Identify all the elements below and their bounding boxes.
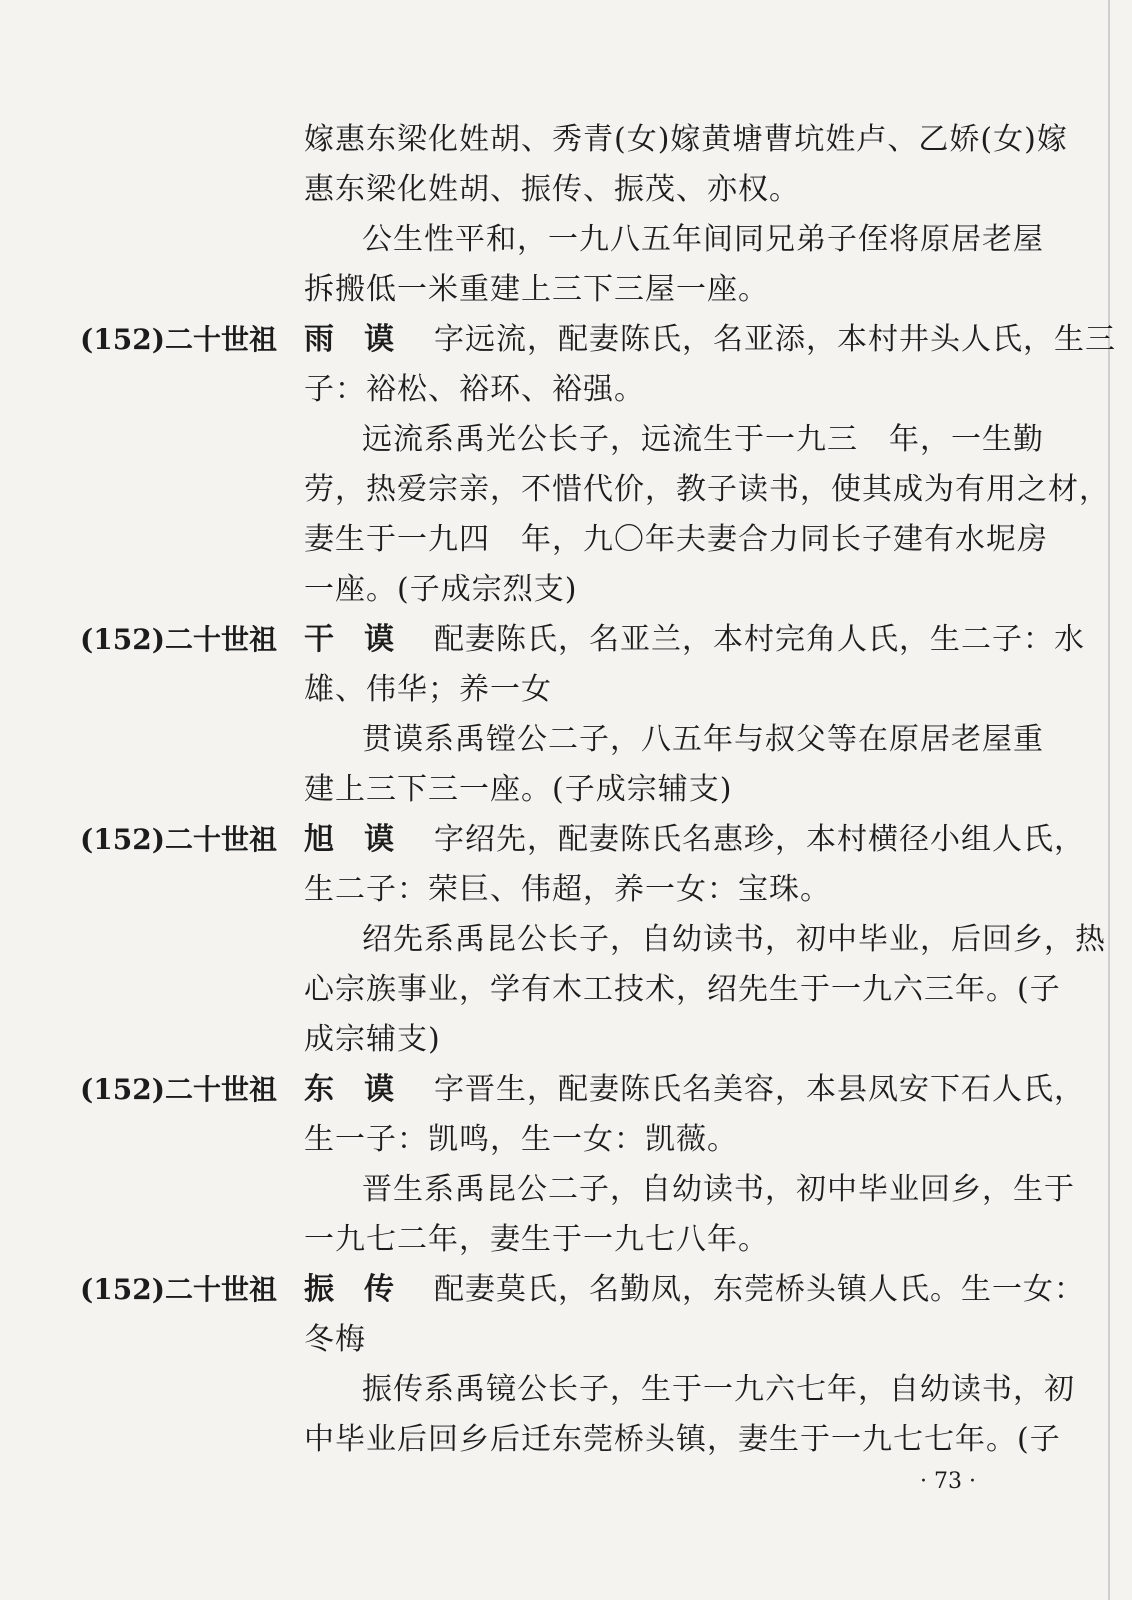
text-line: 晋生系禹昆公二子，自幼读书，初中毕业回乡，生于 <box>362 1172 1075 1207</box>
generation-label: (152)二十世祖 <box>80 323 277 356</box>
ancestor-name: 干谟 <box>304 622 424 657</box>
generation-label: (152)二十世祖 <box>80 1273 277 1306</box>
ancestor-name: 振传 <box>304 1272 424 1307</box>
ancestor-name: 东谟 <box>304 1072 424 1107</box>
entry-text: 字晋生，配妻陈氏名美容，本县凤安下石人氏， <box>434 1072 1085 1107</box>
ancestor-name: 旭谟 <box>304 822 424 857</box>
entry-text: 配妻莫氏，名勤凤，东莞桥头镇人氏。生一女： <box>434 1272 1085 1307</box>
text-line: 子：裕松、裕环、裕强。 <box>304 372 645 407</box>
entry-text: 字远流，配妻陈氏，名亚添，本村井头人氏，生三 <box>434 322 1116 357</box>
entry-text: 配妻陈氏，名亚兰，本村完角人氏，生二子：水 <box>434 622 1085 657</box>
entry-first-line <box>304 1072 1085 1108</box>
text-line: 成宗辅支) <box>304 1022 441 1057</box>
generation-label: (152)二十世祖 <box>80 823 277 856</box>
page-number: · 73 · <box>920 1469 976 1494</box>
text-line: 建上三下三一座。(子成宗辅支) <box>304 772 733 807</box>
text-line: 冬梅 <box>304 1322 366 1357</box>
text-line: 惠东梁化姓胡、振传、振茂、亦权。 <box>304 172 800 207</box>
text-line: 雄、伟华；养一女 <box>304 672 552 707</box>
entry-first-line <box>304 322 1116 358</box>
text-line: 生一子：凯鸣，生一女：凯薇。 <box>304 1122 738 1157</box>
text-line: 妻生于一九四 年，九〇年夫妻合力同长子建有水坭房 <box>304 522 1048 557</box>
text-line: 拆搬低一米重建上三下三屋一座。 <box>304 272 769 307</box>
text-line: 劳，热爱宗亲，不惜代价，教子读书，使其成为有用之材， <box>304 472 1110 507</box>
text-line: 中毕业后回乡后迁东莞桥头镇，妻生于一九七七年。(子 <box>304 1422 1061 1457</box>
generation-label: (152)二十世祖 <box>80 1073 277 1106</box>
text-line: 公生性平和，一九八五年间同兄弟子侄将原居老屋 <box>362 222 1044 257</box>
text-line: 贯谟系禹镗公二子，八五年与叔父等在原居老屋重 <box>362 722 1044 757</box>
generation-label: (152)二十世祖 <box>80 623 277 656</box>
entry-first-line <box>304 1272 1085 1308</box>
text-line: 绍先系禹昆公长子，自幼读书，初中毕业，后回乡，热 <box>362 922 1106 957</box>
text-line: 生二子：荣巨、伟超，养一女：宝珠。 <box>304 872 831 907</box>
entry-text: 字绍先，配妻陈氏名惠珍，本村横径小组人氏， <box>434 822 1085 857</box>
entry-first-line <box>304 822 1085 858</box>
scan-edge-line <box>1108 0 1110 1600</box>
text-line: 一座。(子成宗烈支) <box>304 572 578 607</box>
text-line: 一九七二年，妻生于一九七八年。 <box>304 1222 769 1257</box>
text-line: 心宗族事业，学有木工技术，绍先生于一九六三年。(子 <box>304 972 1061 1007</box>
text-line: 远流系禹光公长子，远流生于一九三 年，一生勤 <box>362 422 1044 457</box>
text-line: 振传系禹镜公长子，生于一九六七年，自幼读书，初 <box>362 1372 1075 1407</box>
text-line: 嫁惠东梁化姓胡、秀青(女)嫁黄塘曹坑姓卢、乙娇(女)嫁 <box>304 122 1068 157</box>
ancestor-name: 雨谟 <box>304 322 424 357</box>
entry-first-line <box>304 622 1085 658</box>
